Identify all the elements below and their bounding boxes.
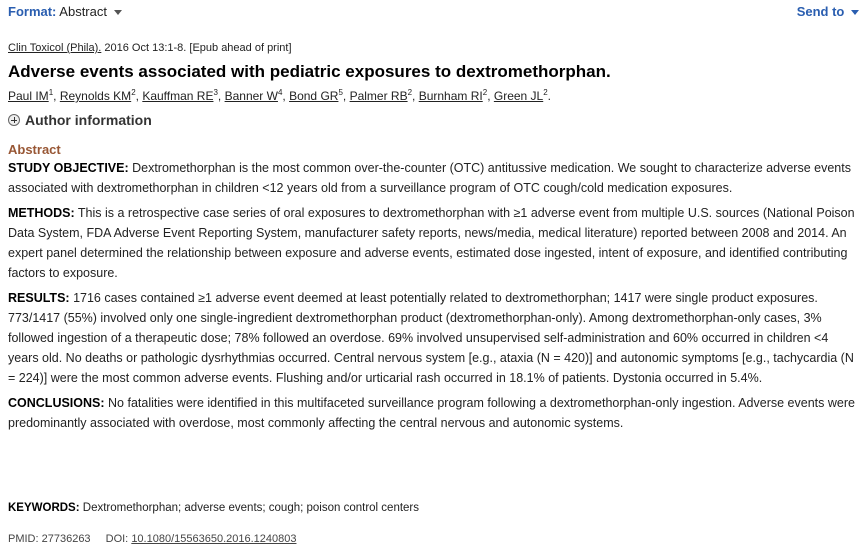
send-to-button[interactable] (797, 4, 859, 19)
section-text: This is a retrospective case series of oral exposures to dextromethorphan with ≥1 adverse event from multiple U.S. sources (National Poison Data System, FDA Adverse Event Reporting System, manufacturer safety reports, news/media, medical literature) reported between 2008 and 2014. An expert panel determined the relationship between exposure and adverse events, estimated dose ingested, intent of exposure, and identified contributing factors to exposure. (8, 206, 855, 280)
author-separator: . (547, 89, 552, 103)
section-label: RESULTS: (8, 291, 70, 305)
article-title: Adverse events associated with pediatric exposures to dextromethorphan. (8, 62, 611, 81)
author-link[interactable]: Palmer RB (349, 89, 408, 103)
section-text: 1716 cases contained ≥1 adverse event deemed at least potentially related to dextromethorphan; 1417 were single product exposures. 773/1417 (55%) involved only one single-ingredient dextromethorphan product (dextromethorphan-only). Among dextromethorphan-only cases, 3% followed ingestion of a therapeutic dose; 78% followed an overdose. 69% involved unsupervised self-administration and 60% occurred in children <4 years old. No deaths or pathologic dysrhythmias occurred. Central nervous system [e.g., ataxia (N = 420)] and autonomic symptoms [e.g., tachycardia (N = 224)] were the most common adverse events. Flushing and/or urticarial rash occurred in 18.1% of patients. Dystonia occurred in 5.4%. (8, 291, 854, 385)
affiliation-number: 3 (213, 88, 218, 97)
format-selector[interactable] (8, 4, 122, 19)
keywords (8, 502, 419, 514)
author-information-toggle[interactable] (8, 112, 152, 128)
format-label: Format: (8, 4, 57, 19)
keywords-label: KEYWORDS: (8, 502, 80, 514)
abstract-section-methods (8, 203, 858, 283)
author-list (8, 88, 551, 103)
author-link[interactable]: Reynolds KM (59, 89, 132, 103)
author-separator: , (412, 89, 419, 103)
citation (8, 42, 292, 54)
doi-link[interactable]: 10.1080/15563650.2016.1240803 (131, 533, 297, 545)
affiliation-number: 2 (407, 88, 413, 97)
section-label: CONCLUSIONS: (8, 396, 105, 410)
author-separator: , (282, 89, 290, 103)
author-separator: , (217, 89, 225, 103)
section-label: METHODS: (8, 206, 75, 220)
author-link[interactable]: Bond GR (289, 89, 339, 103)
section-text: No fatalities were identified in this multifaceted surveillance program following a dextromethorphan-only ingestion. Adverse events were predominantly associated with overdose, most commonly affecting the central nervous and autonomic systems. (8, 396, 855, 430)
doi-label: DOI: (105, 533, 129, 545)
journal-link[interactable]: Clin Toxicol (Phila). (8, 42, 102, 54)
abstract-section-objective (8, 158, 858, 198)
author-information-label: Author information (25, 112, 152, 128)
citation-details: 2016 Oct 13:1-8. [Epub ahead of print] (104, 42, 292, 54)
author-separator: , (342, 89, 350, 103)
abstract-heading: Abstract (8, 142, 61, 157)
affiliation-number: 5 (338, 88, 343, 97)
format-value: Abstract (59, 4, 107, 19)
top-bar (0, 0, 867, 24)
affiliation-number: 1 (48, 88, 54, 97)
affiliation-number: 2 (131, 88, 136, 97)
expand-plus-icon (8, 114, 20, 126)
affiliation-number: 2 (482, 88, 488, 97)
abstract-section-conclusions (8, 393, 858, 433)
chevron-down-icon (851, 10, 859, 15)
section-label: STUDY OBJECTIVE: (8, 161, 129, 175)
chevron-down-icon (114, 10, 122, 15)
author-link[interactable]: Burnham RI (418, 89, 483, 103)
abstract-body (8, 158, 858, 438)
pmid: PMID: 27736263 (8, 533, 91, 545)
author-link[interactable]: Kauffman RE (142, 89, 214, 103)
author-separator: , (135, 89, 143, 103)
author-link[interactable]: Paul IM (8, 89, 49, 103)
section-text: Dextromethorphan is the most common over-the-counter (OTC) antitussive medication. We sought to characterize adverse events associated with dextromethorphan in children <12 years old from a surveillance program of OTC cough/cold medication exposures. (8, 161, 851, 195)
author-link[interactable]: Green JL (493, 89, 544, 103)
author-separator: , (487, 89, 494, 103)
keywords-text: Dextromethorphan; adverse events; cough; poison control centers (82, 502, 420, 514)
identifiers (8, 533, 296, 545)
send-to-label: Send to (796, 4, 845, 19)
affiliation-number: 4 (277, 88, 283, 97)
abstract-section-results (8, 288, 858, 388)
author-separator: , (53, 89, 60, 103)
author-link[interactable]: Banner W (224, 89, 278, 103)
affiliation-number: 2 (543, 88, 548, 97)
